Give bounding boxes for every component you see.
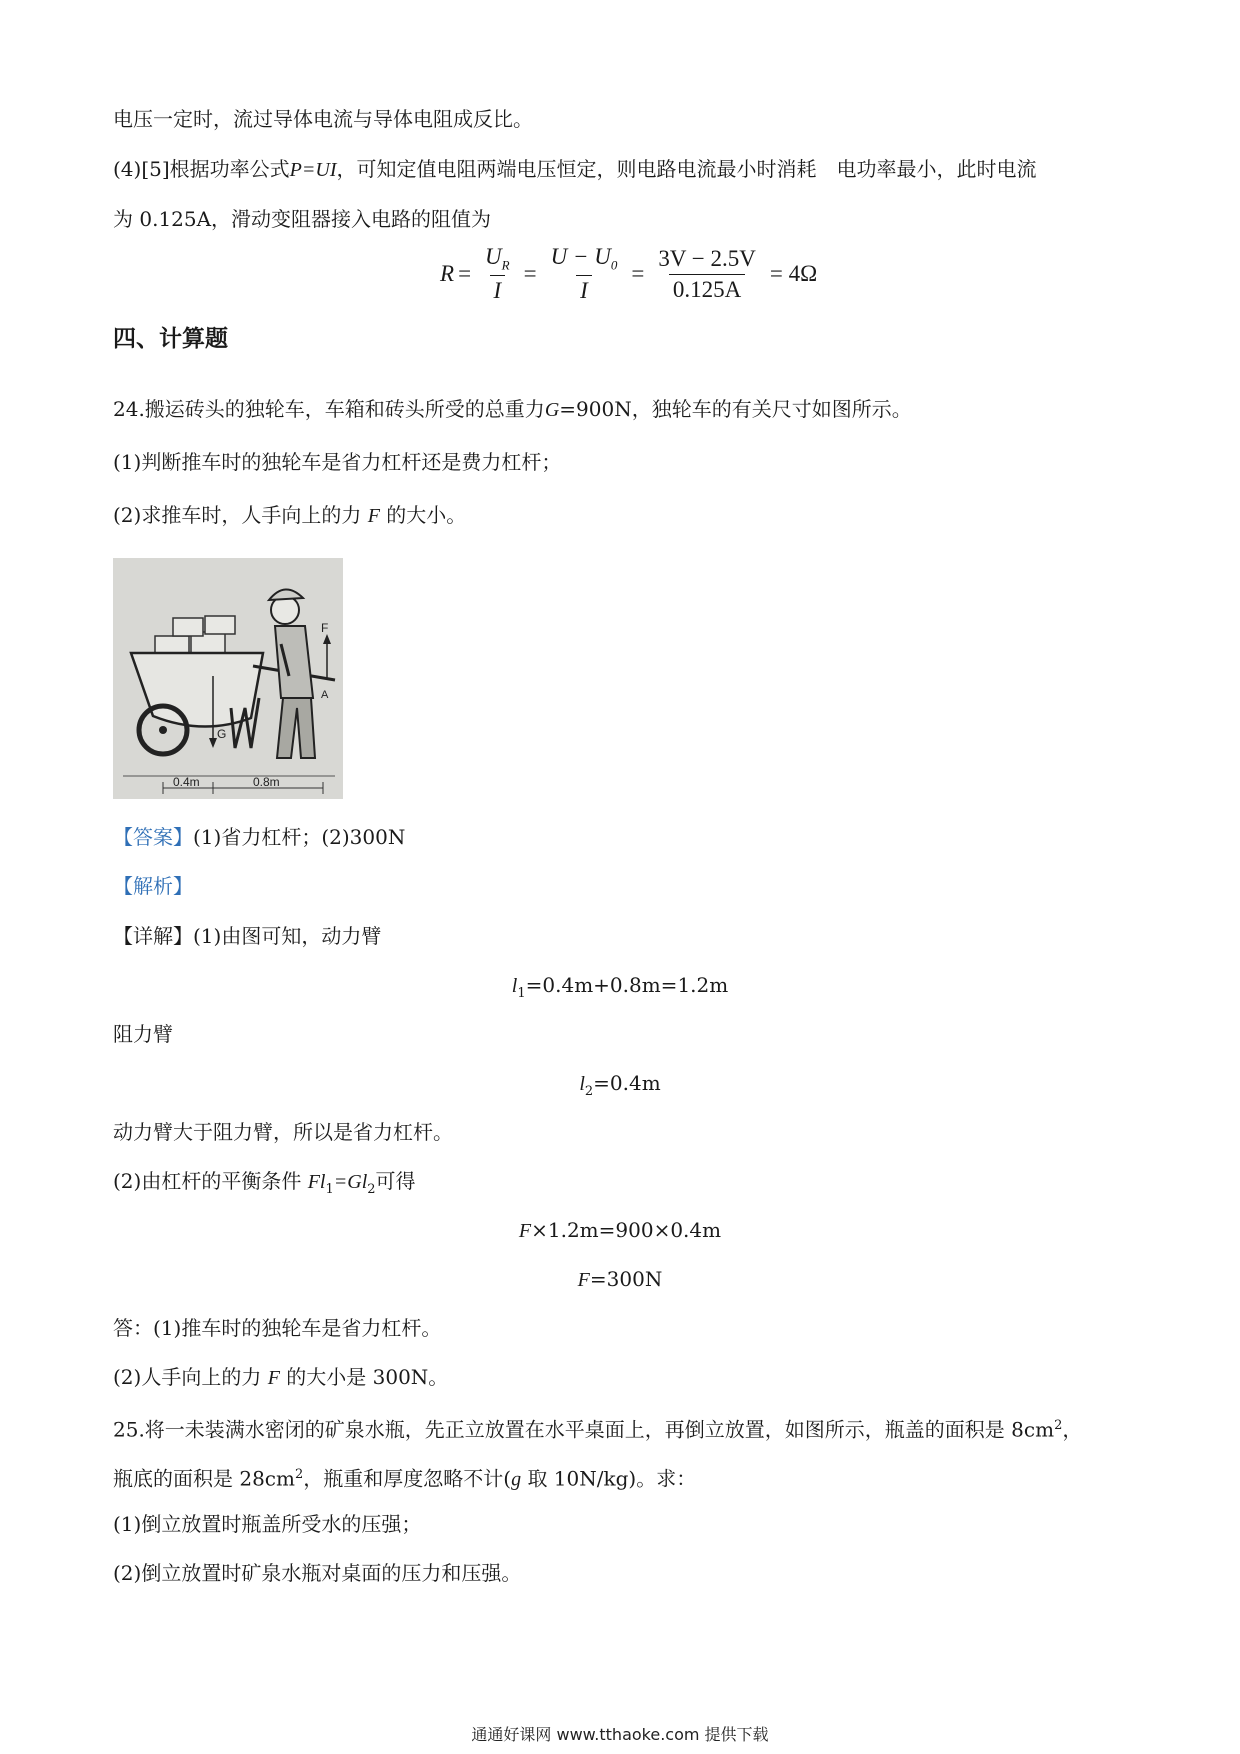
equals-sign: =: [631, 261, 645, 286]
wheelbarrow-illustration: [113, 558, 343, 799]
equation-line: [0, 1216, 1240, 1245]
text-line: 电压一定时，流过导体电流与导体电阻成反比。: [113, 107, 533, 131]
fraction-2: [547, 244, 622, 305]
text-line: [113, 1167, 416, 1204]
subscript: 2: [367, 1182, 376, 1197]
sub-question: (1)倒立放置时瓶盖所受水的压强；: [113, 1512, 422, 1536]
text-line: 答：(1)推车时的独轮车是省力杠杆。: [113, 1316, 442, 1340]
fraction-1: [481, 244, 514, 305]
text-line: [113, 155, 1037, 184]
text-segment: ，瓶重和厚度忽略不计(: [303, 1466, 512, 1491]
text-segment: 25.将一未装满水密闭的矿泉水瓶，先正立放置在水平桌面上，再倒立放置，如图所示，瓶盖的面积是 8cm: [113, 1417, 1055, 1442]
text-segment: (2)求推车时，人手向上的力: [113, 503, 362, 527]
fraction-numerator: U − U: [550, 243, 611, 269]
symbol-l: l: [579, 1073, 585, 1095]
text-segment: (4)[5]根据功率公式: [113, 157, 290, 181]
detail-tag: 【详解】: [113, 924, 193, 948]
symbol-fl: Fl: [307, 1171, 326, 1193]
text-segment: (2)由杠杆的平衡条件: [113, 1169, 302, 1193]
text-segment: (1)由图可知，动力臂: [193, 924, 382, 948]
question-stem: [113, 395, 912, 424]
text-segment: ×1.2m=900×0.4m: [531, 1218, 722, 1242]
answer-text: (1)省力杠杆；(2)300N: [193, 825, 406, 849]
symbol-g: g: [511, 1468, 522, 1491]
fraction-numerator: 3V − 2.5V: [658, 245, 756, 271]
fraction-numerator: U: [485, 243, 502, 269]
symbol-l: l: [511, 975, 518, 997]
symbol-f: F: [577, 1269, 590, 1291]
detail-line: [113, 922, 381, 950]
text-line: 阻力臂: [113, 1022, 173, 1046]
equation-line: [0, 1265, 1240, 1294]
analysis-tag: 【解析】: [113, 874, 193, 898]
power-formula: P=UI: [289, 159, 337, 181]
subscript: 2: [584, 1084, 594, 1099]
superscript: 2: [294, 1467, 304, 1482]
text-segment: =0.4m+0.8m=1.2m: [525, 973, 729, 997]
fraction-denominator: 0.125A: [669, 274, 745, 303]
fraction-denominator: I: [490, 275, 506, 304]
symbol-gl: =Gl: [333, 1171, 368, 1193]
text-line: 动力臂大于阻力臂，所以是省力杠杆。: [113, 1120, 453, 1144]
wheelbarrow-figure: [113, 558, 343, 799]
text-line: [113, 1363, 448, 1392]
superscript: 2: [1054, 1418, 1063, 1433]
text-segment: 取 10N/kg)。求：: [527, 1466, 697, 1491]
text-segment: ，: [1062, 1417, 1083, 1442]
label-a: A: [321, 689, 329, 701]
equals-sign: =: [458, 261, 472, 286]
symbol-g: G: [544, 399, 560, 421]
fraction-denominator: I: [576, 275, 592, 304]
sub-question: (1)判断推车时的独轮车是省力杠杆还是费力杠杆；: [113, 450, 562, 474]
answer-line: [113, 823, 405, 851]
formula-result: = 4Ω: [769, 261, 818, 286]
symbol-f: F: [267, 1367, 280, 1389]
page-footer: 通通好课网 www.tthaoke.com 提供下载: [471, 1725, 769, 1744]
subscript: 1: [325, 1182, 334, 1197]
text-segment: 的大小。: [386, 503, 467, 527]
subscript: 0: [610, 257, 618, 273]
sub-question: [113, 501, 466, 530]
text-segment: 24.搬运砖头的独轮车，车箱和砖头所受的总重力: [113, 397, 545, 421]
resistance-formula: [440, 241, 817, 307]
subscript: R: [501, 257, 510, 273]
text-segment: =300N: [589, 1267, 663, 1291]
text-line: 为 0.125A，滑动变阻器接入电路的阻值为: [113, 207, 492, 231]
answer-tag: 【答案】: [113, 825, 193, 849]
sub-question: (2)倒立放置时矿泉水瓶对桌面的压力和压强。: [113, 1561, 522, 1585]
question-stem: [113, 1461, 696, 1494]
text-segment: =0.4m: [593, 1071, 661, 1095]
equation-line: [0, 971, 1240, 1008]
fraction-3: [654, 246, 760, 303]
label-f: F: [321, 621, 329, 635]
text-segment: 瓶底的面积是 28cm: [113, 1466, 295, 1491]
equation-line: [0, 1069, 1240, 1106]
symbol-f: F: [518, 1220, 532, 1242]
label-g: G: [217, 727, 227, 741]
dimension-label: 0.4m: [173, 775, 200, 789]
dimension-label: 0.8m: [253, 775, 280, 789]
equals-sign: =: [523, 261, 537, 286]
text-segment: 可得: [375, 1169, 416, 1193]
symbol-f: F: [367, 505, 380, 527]
formula-lhs: R: [440, 261, 455, 286]
text-segment: ，可知定值电阻两端电压恒定，则电路电流最小时消耗 电功率最小，此时电流: [336, 157, 1037, 181]
text-segment: =900N，独轮车的有关尺寸如图所示。: [559, 397, 912, 421]
subscript: 1: [517, 986, 526, 1001]
text-segment: (2)人手向上的力: [113, 1365, 262, 1389]
section-heading: 四、计算题: [113, 325, 228, 352]
question-stem: [113, 1412, 1082, 1444]
text-segment: 的大小是 300N。: [286, 1365, 449, 1389]
